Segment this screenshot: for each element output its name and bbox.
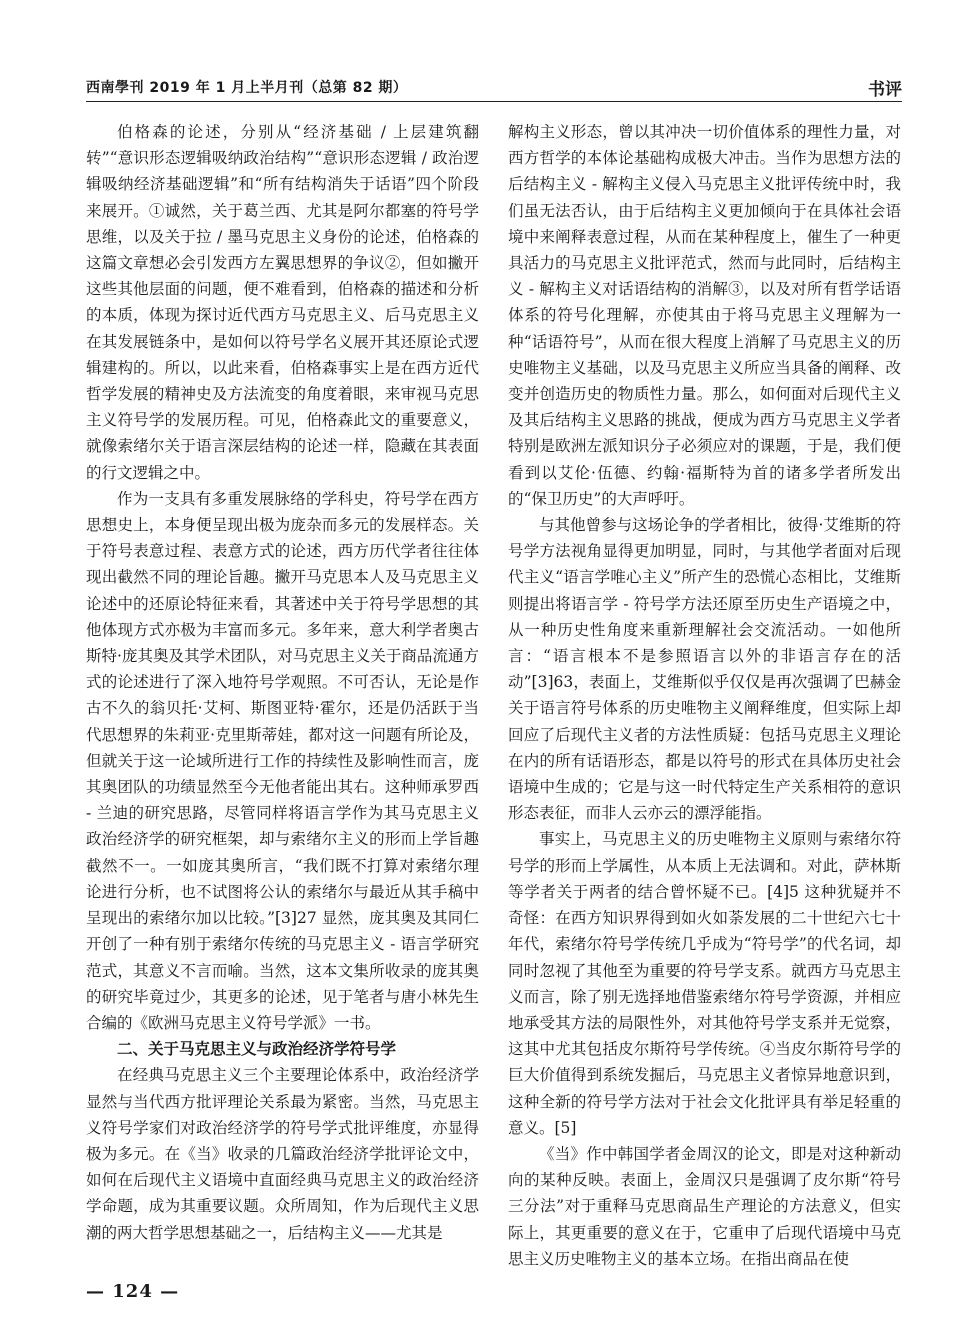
section-heading: 二、关于马克思主义与政治经济学符号学 — [117, 1040, 397, 1059]
paragraph: 与其他曾参与这场论争的学者相比，彼得·艾维斯的符号学方法视角显得更加明显，同时，与其他学者面对后现代主义“语言学唯心主义”所产生的恐慌心态相比，艾维斯则提出将语言学 - 符号学方法还原至历史生产语境之中，从一种历史性角度来重新理解社会交流活动。一如他所言：“语言根本不是参照语言以外的非语言存在的活动”[3]63，表面上，艾维斯似乎仅仅是再次强调了巴赫金关于语言符号体系的历史唯物主义阐释维度，但实际上却回应了后现代主义者的方法性质疑：包括马克思主义理论在内的所有话语形态，都是以符号的形式在具体历史社会语境中生成的；它是与这一时代特定生产关系相符的意识形态表征，而非人云亦云的漂浮能指。 — [508, 516, 901, 823]
left-column — [86, 119, 479, 1274]
section-label: 书评 — [868, 80, 902, 100]
paragraph: 在经典马克思主义三个主要理论体系中，政治经济学显然与当代西方批评理论关系最为紧密。当然，马克思主义符号学家们对政治经济学的符号学式批评维度，亦显得极为多元。在《当》收录的几篇政治经济学批评论文中，如何在后现代主义语境中直面经典马克思主义的政治经济学命题，成为其重要议题。众所周知，作为后现代主义思潮的两大哲学思想基础之一，后结构主义——尤其是 — [86, 1066, 479, 1242]
page-number: — 124 — — [86, 1281, 180, 1302]
right-column — [508, 119, 901, 1274]
paragraph: 《当》作中韩国学者金周汉的论文，即是对这种新动向的某种反映。表面上，金周汉只是强调了皮尔斯“符号三分法”对于重释马克思商品生产理论的方法意义，但实际上，其更重要的意义在于，它重申了后现代语境中马克思主义历史唯物主义的基本立场。在指出商品在使 — [508, 1144, 901, 1268]
paragraph: 解构主义形态，曾以其冲决一切价值体系的理性力量，对西方哲学的本体论基础构成极大冲击。当作为思想方法的后结构主义 - 解构主义侵入马克思主义批评传统中时，我们虽无法否认，由于后结构主义更加倾向于在具体社会语境中来阐释表意过程，从而在某种程度上，催生了一种更具活力的马克思主义批评范式，然而与此同时，后结构主义 - 解构主义对话语结构的消解③，以及对所有哲学话语体系的符号化理解，亦使其由于将马克思主义理解为一种“话语符号”，从而在很大程度上消解了马克思主义的历史唯物主义基础，以及马克思主义所应当具备的阐释、改变并创造历史的物质性力量。那么，如何面对后现代主义及其后结构主义思路的挑战，便成为西方马克思主义学者特别是欧洲左派知识分子必须应对的课题，于是，我们便看到以艾伦·伍德、约翰·福斯特为首的诸多学者所发出的“保卫历史”的大声呼吁。 — [508, 123, 901, 508]
paragraph: 伯格森的论述，分别从“经济基础 / 上层建筑翻转”“意识形态逻辑吸纳政治结构”“意识形态逻辑 / 政治逻辑吸纳经济基础逻辑”和“所有结构消失于话语”四个阶段来展开。①诚然，关于葛兰西、尤其是阿尔都塞的符号学思维，以及关于拉 / 墨马克思主义身份的论述，伯格森的这篇文章想必会引发西方左翼思想界的争议②，但如撇开这些其他层面的问题，便不难看到，伯格森的描述和分析的本质，体现为探讨近代西方马克思主义、后马克思主义在其发展链条中，是如何以符号学名义展开其还原论式逻辑建构的。所以，以此来看，伯格森事实上是在西方近代哲学发展的精神史及方法流变的角度着眼，来审视马克思主义符号学的发展历程。可见，伯格森此文的重要意义，就像索绪尔关于语言深层结构的论述一样，隐藏在其表面的行文逻辑之中。 — [86, 123, 479, 482]
header-rule — [86, 101, 902, 102]
running-head — [86, 75, 902, 101]
paragraph: 作为一支具有多重发展脉络的学科史，符号学在西方思想史上，本身便呈现出极为庞杂而多元的发展样态。关于符号表意过程、表意方式的论述，西方历代学者往往体现出截然不同的理论旨趣。撇开马克思本人及马克思主义论述中的还原论特征来看，其著述中关于符号学思想的其他体现方式亦极为丰富而多元。多年来，意大利学者奥古斯特·庞其奥及其学术团队，对马克思主义关于商品流通方式的论述进行了深入地符号学观照。不可否认，无论是作古不久的翁贝托·艾柯、斯图亚特·霍尔，还是仍活跃于当代思想界的朱莉亚·克里斯蒂娃，都对这一问题有所论及，但就关于这一论域所进行工作的持续性及影响性而言，庞其奥团队的功绩显然至今无他者能出其右。这种师承罗西 - 兰迪的研究思路，尽管同样将语言学作为其马克思主义政治经济学的研究框架，却与索绪尔主义的形而上学旨趣截然不一。一如庞其奥所言，“我们既不打算对索绪尔理论进行分析，也不试图将公认的索绪尔与最近从其手稿中呈现出的索绪尔加以比较。”[3]27 显然，庞其奥及其同仁开创了一种有别于索绪尔传统的马克思主义 - 语言学研究范式，其意义不言而喻。当然，这本文集所收录的庞其奥的研究毕竟过少，其更多的论述，见于笔者与唐小林先生合编的《欧洲马克思主义符号学派》一书。 — [86, 489, 479, 1032]
paragraph: 事实上，马克思主义的历史唯物主义原则与索绪尔符号学的形而上学属性，从本质上无法调和。对此，萨林斯等学者关于两者的结合曾怀疑不已。[4]5 这种犹疑并不奇怪：在西方知识界得到如火如荼发展的二十世纪六七十年代，索绪尔符号学传统几乎成为“符号学”的代名词，却同时忽视了其他至为重要的符号学支系。就西方马克思主义而言，除了别无选择地借鉴索绪尔符号学资源，并相应地承受其方法的局限性外，对其他符号学支系并无觉察，这其中尤其包括皮尔斯符号学传统。④当皮尔斯符号学的巨大价值得到系统发掘后，马克思主义者惊异地意识到，这种全新的符号学方法对于社会文化批评具有举足轻重的意义。[5] — [508, 830, 901, 1137]
journal-header: 西南學刊 2019 年 1 月上半月刊（总第 82 期） — [86, 80, 408, 96]
